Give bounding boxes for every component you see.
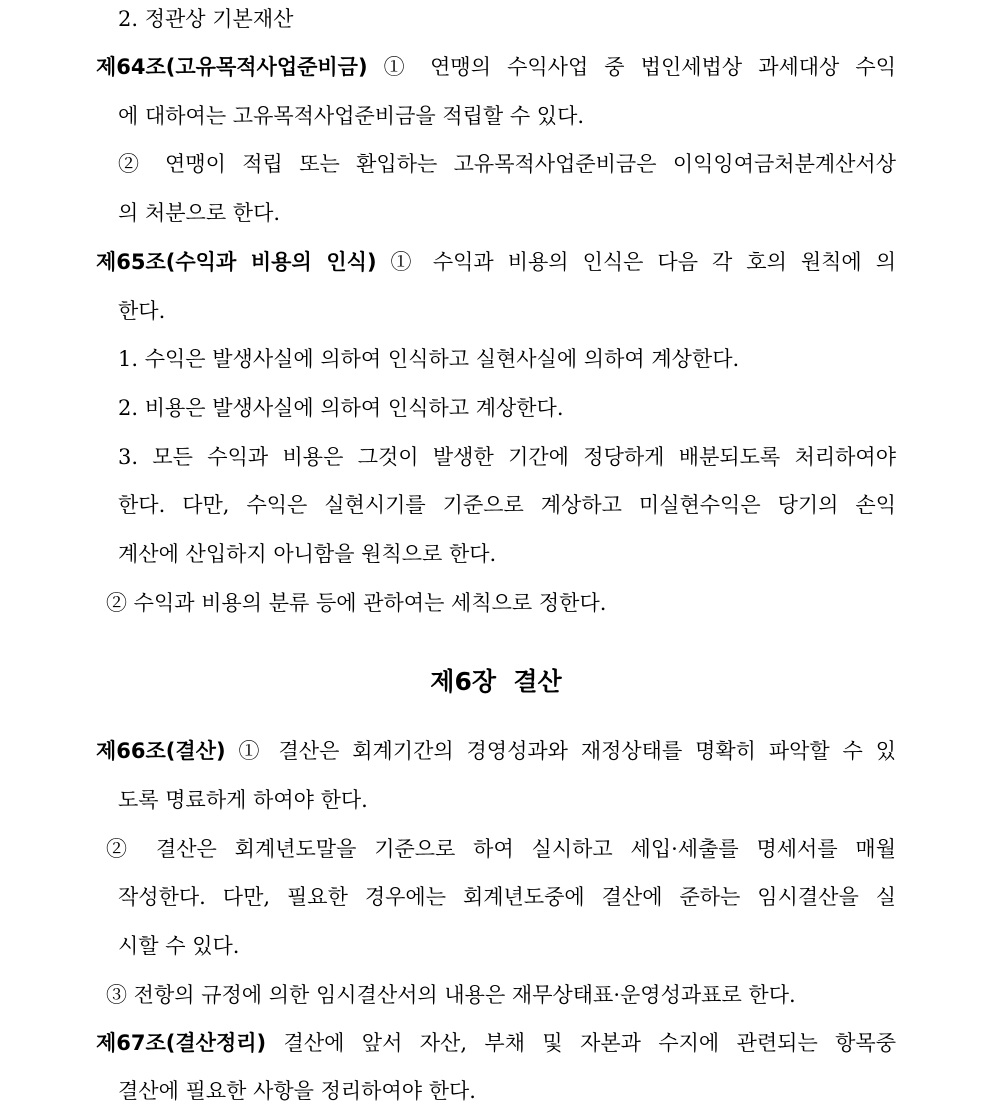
article-64-first-line xyxy=(96,52,896,82)
article-66-clause-2: ② 결산은 회계년도말을 기준으로 하여 실시하고 세입·세출를 명세서를 매월 xyxy=(106,837,896,861)
article-65-first-line xyxy=(96,247,896,277)
article-67-line: 결산에 필요한 사항을 정리하여야 한다. xyxy=(118,1079,476,1103)
list-item-continued: 한다. 다만, 수익은 실현시기를 기준으로 계상하고 미실현수익은 당기의 손익 xyxy=(118,493,896,517)
list-item: 2. 비용은 발생사실에 의하여 인식하고 계상한다. xyxy=(118,396,564,420)
article-64-line: 의 처분으로 한다. xyxy=(118,201,281,225)
article-66-first-line xyxy=(96,736,896,766)
article-66-line: 시할 수 있다. xyxy=(118,934,240,958)
list-item: 3. 모든 수익과 비용은 그것이 발생한 기간에 정당하게 배분되도록 처리하여야 xyxy=(118,445,896,469)
article-64-line: 에 대하여는 고유목적사업준비금을 적립할 수 있다. xyxy=(118,104,585,128)
list-item: 1. 수익은 발생사실에 의하여 인식하고 실현사실에 의하여 계상한다. xyxy=(118,347,740,371)
article-64-text: ① 연맹의 수익사업 중 법인세법상 과세대상 수익 xyxy=(367,55,896,79)
chapter-title: 제6장 결산 xyxy=(430,667,562,696)
article-65-text: ① 수익과 비용의 인식은 다음 각 호의 원칙에 의 xyxy=(376,250,896,274)
article-65-line: 한다. xyxy=(118,299,166,323)
article-66-line: 작성한다. 다만, 필요한 경우에는 회계년도중에 결산에 준하는 임시결산을 실 xyxy=(118,885,896,909)
article-66-heading: 제66조(결산) xyxy=(96,739,226,763)
list-item: 2. 정관상 기본재산 xyxy=(118,7,294,31)
article-66-line: 도록 명료하게 하여야 한다. xyxy=(118,788,368,812)
article-64-clause-2: ② 연맹이 적립 또는 환입하는 고유목적사업준비금은 이익잉여금처분계산서상 xyxy=(118,152,896,176)
article-67-first-line xyxy=(96,1028,896,1058)
article-66-text: ① 결산은 회계기간의 경영성과와 재정상태를 명확히 파악할 수 있 xyxy=(225,739,896,763)
article-67-heading: 제67조(결산정리) xyxy=(96,1031,267,1055)
article-64-heading: 제64조(고유목적사업준비금) xyxy=(96,55,368,79)
article-66-clause-3: ③ 전항의 규정에 의한 임시결산서의 내용은 재무상태표·운영성과표로 한다. xyxy=(106,983,796,1007)
list-item-continued: 계산에 산입하지 아니함을 원칙으로 한다. xyxy=(118,542,497,566)
article-67-text: 결산에 앞서 자산, 부채 및 자본과 수지에 관련되는 항목중 xyxy=(266,1031,896,1055)
article-65-heading: 제65조(수익과 비용의 인식) xyxy=(96,250,377,274)
article-65-clause-2: ② 수익과 비용의 분류 등에 관하여는 세칙으로 정한다. xyxy=(106,591,607,615)
